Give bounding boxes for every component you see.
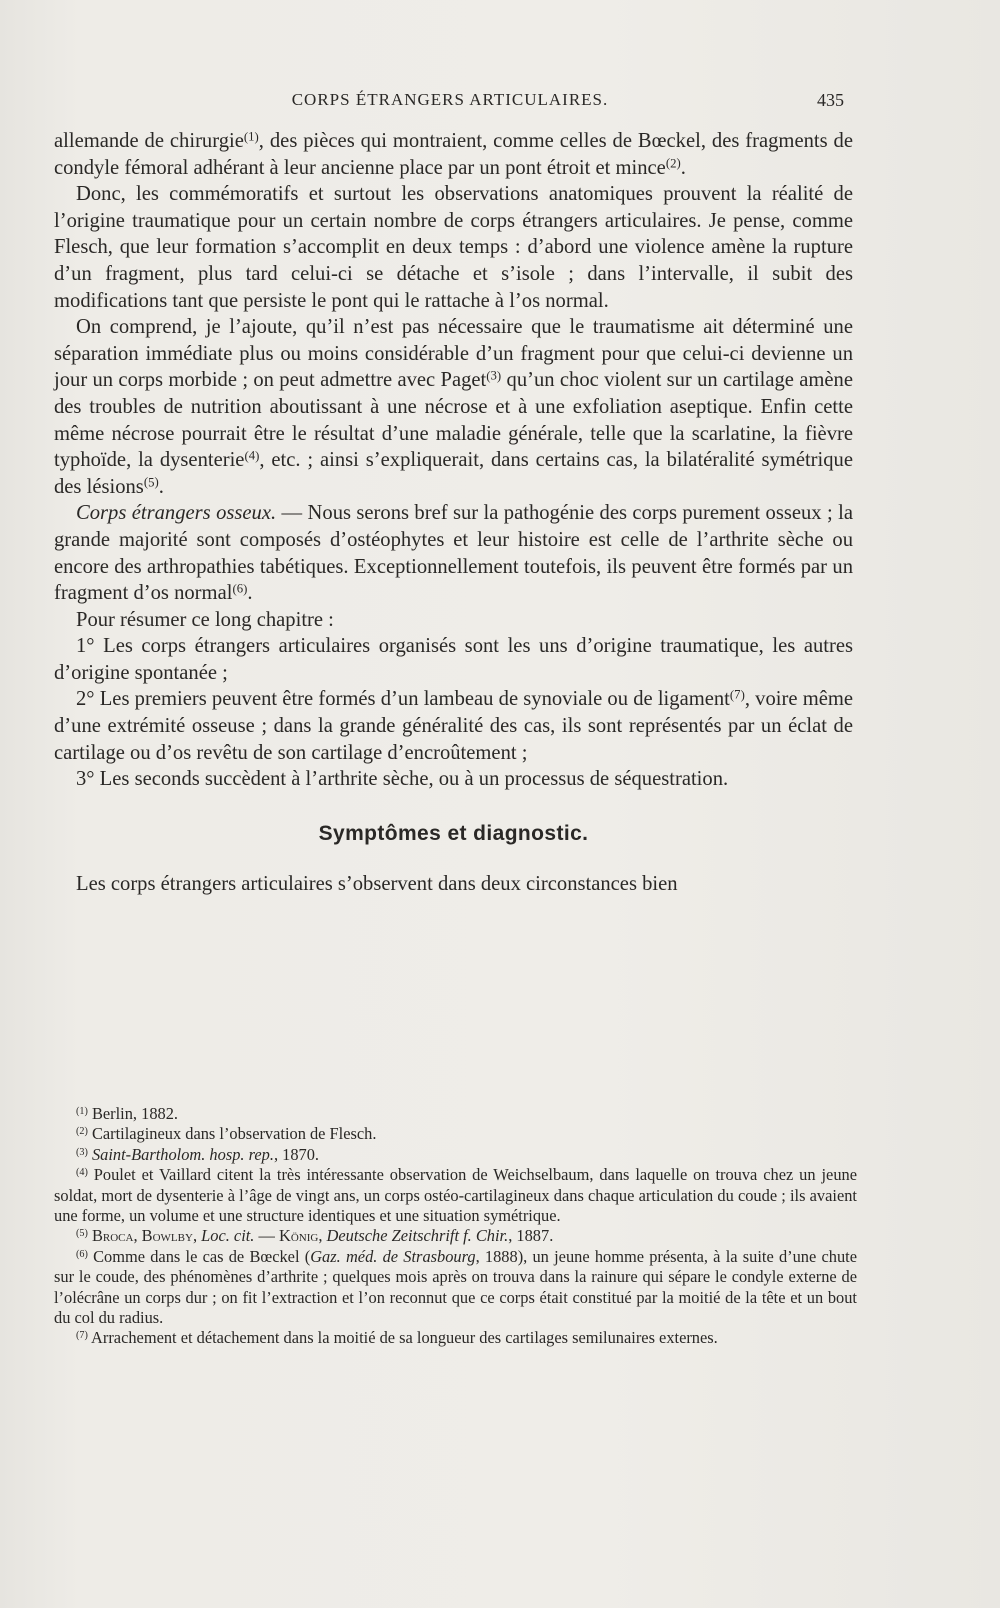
footnote-5: ( $^5$ ) Broca, Bowlby, Loc. cit. — König, Deutsche Zeitschrift f. Chir., 1887.: [54, 1226, 857, 1246]
paragraph-4: Corps étrangers osseux. — Nous serons bref sur la pathogénie des corps purement osseux ; la grande majorité sont composés d’ostéophytes et leur histoire est celle de l’arthrite sèche ou encore des arthropathies tabétiques. Exceptionnellement toutefois, ils peuvent être formés par un fragment d’os normal( $^6$ ) .: [54, 500, 853, 606]
paragraph-2: Donc, les commémoratifs et surtout les observations anatomiques prouvent la réalité de l’origine traumatique pour un certain nombre de corps étrangers articulaires. Je pense, comme Flesch, que leur formation s’accomplit en deux temps : d’abord une violence amène la rupture d’un fragment, plus tard celui-ci se détache et s’isole ; dans l’intervalle, il subit des modifications tant que persiste le pont qui le rattache à l’os normal.: [54, 183, 853, 312]
footnotes: [54, 1104, 857, 1349]
running-title: CORPS ÉTRANGERS ARTICULAIRES.: [291, 90, 609, 109]
summary-item-3: 3° Les seconds succèdent à l’arthrite sèche, ou à un processus de séquestration.: [76, 768, 729, 791]
footnote-ref-4: ( $^4$ ): [244, 449, 259, 463]
page-number: 435: [817, 90, 844, 110]
footnote-ref-5: ( $^5$ ): [144, 475, 159, 489]
footnote-ref-2: ( $^2$ ): [666, 156, 681, 170]
footnote-ref-6: ( $^6$ ): [232, 582, 247, 596]
paragraph-3: On comprend, je l’ajoute, qu’il n’est pas nécessaire que le traumatisme ait déterminé une séparation immédiate plus ou moins considérable d’un fragment pour que celui-ci devienne un jour un corps morbide ; on peut admettre avec Paget( $^3$ ) qu’un choc violent sur un cartilage amène des troubles de nutrition aboutissant à une nécrose et à une exfoliation aseptique. Enfin cette même nécrose pourrait être le résultat d’une maladie générale, telle que la scarlatine, la fièvre typhoïde, la dysenterie( $^4$ ) , etc. ; ainsi s’expliquerait, dans certains cas, la bilatéralité symétrique des lésions( $^5$ ) .: [54, 314, 853, 500]
paragraph-5: Pour résumer ce long chapitre :: [76, 608, 334, 631]
summary-item-2: 2° Les premiers peuvent être formés d’un lambeau de synoviale ou de ligament( $^7$ ) , voire même d’une extrémité osseuse ; dans la grande généralité des cas, ils sont représentés par un éclat de cartilage ou d’os revêtu de son cartilage d’encroûtement ;: [54, 686, 853, 766]
running-head: [52, 90, 848, 116]
footnote-7: ( $^7$ ) Arrachement et détachement dans la moitié de sa longueur des cartilages semilunaires externes.: [54, 1328, 857, 1348]
summary-item-1: 1° Les corps étrangers articulaires organisés sont les uns d’origine traumatique, les autres d’origine spontanée ;: [54, 635, 853, 684]
footnote-6: ( $^6$ ) Comme dans le cas de Bœckel (Gaz. méd. de Strasbourg, 1888), un jeune homme présenta, à la suite d’une chute sur le coude, des phénomènes d’arthrite ; quelques mois après on trouva dans la rainure qui sépare le condyle externe de l’olécrâne un corps dur ; on fit l’extraction et l’on reconnut que ce corps était constitué par la moitié de la tête et un bout du col du radius.: [54, 1247, 857, 1329]
footnote-3: ( $^3$ ) Saint-Bartholom. hosp. rep., 1870.: [54, 1145, 857, 1165]
footnote-2: ( $^2$ ) Cartilagineux dans l’observation de Flesch.: [54, 1124, 857, 1144]
section-heading: Symptômes et diagnostic.: [318, 821, 589, 845]
footnote-4: ( $^4$ ) Poulet et Vaillard citent la très intéressante observation de Weichselbaum, dans laquelle on trouva chez un jeune soldat, mort de dysenterie à l’âge de vingt ans, un corps ostéo-cartilagineux dans chaque articulation du coude ; ils avaient une forme, un volume et une structure identiques et une situation symétrique.: [54, 1165, 857, 1226]
footnote-1: ( $^1$ ) Berlin, 1882.: [54, 1104, 857, 1124]
paragraph-6: Les corps étrangers articulaires s’observent dans deux circonstances bien: [76, 873, 678, 896]
footnote-ref-3: ( $^3$ ): [486, 369, 501, 383]
footnote-ref-7: ( $^7$ ): [730, 688, 745, 702]
subsection-title: Corps étrangers osseux.: [76, 502, 277, 525]
paragraph-1: allemande de chirurgie( $^1$ ) , des pièces qui montraient, comme celles de Bœckel, des fragments de condyle fémoral adhérant à leur ancienne place par un pont étroit et mince( $^2$ ) .: [54, 128, 853, 181]
footnote-ref-1: ( $^1$ ): [244, 130, 259, 144]
body-text: [54, 128, 853, 898]
